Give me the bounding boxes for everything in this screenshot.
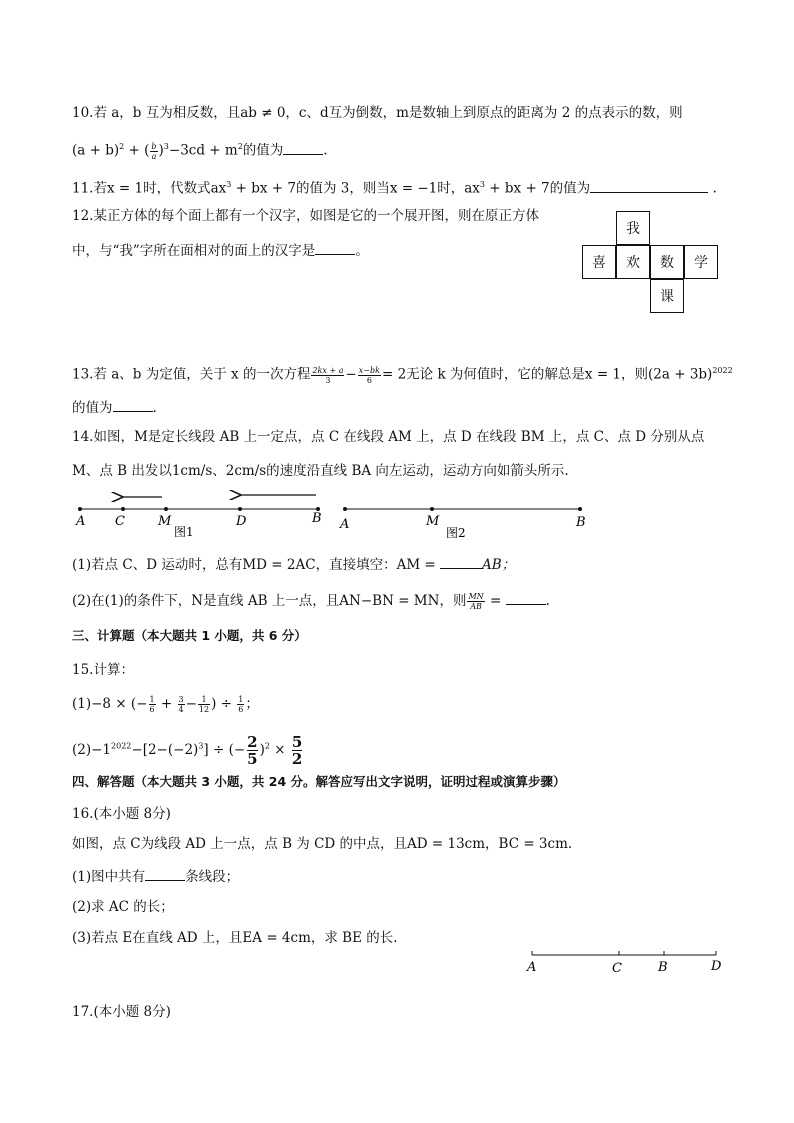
q10-tail: 的值为 — [242, 142, 284, 159]
q16-sub1: (1)图中共有 条线段； — [72, 866, 239, 887]
fig2-label-m: M — [426, 514, 440, 529]
section4-title: 四、解答题（本大题共 3 小题，共 24 分。解答应写出文字说明，证明过程或演算步骤） — [72, 774, 566, 789]
q16-line1: 如图，点 C为线段 AD 上一点，点 B 为 CD 的中点，且AD = 13cm，BC = 3cm. — [72, 836, 573, 852]
fig2-label-b: B — [576, 515, 586, 530]
q16-head: 16.(本小题 8分) — [72, 806, 171, 822]
section3-title: 三、计算题（本大题共 1 小题，共 6 分） — [72, 628, 307, 643]
q14-sub1-blank[interactable] — [440, 554, 482, 569]
q10-answer-blank[interactable] — [283, 140, 323, 155]
q16-label-a: A — [527, 960, 537, 975]
fig2-point-a — [343, 507, 347, 511]
q10-fraction: $\frac{b}{a}$ — [151, 141, 157, 161]
net-cell-wo: 我 — [616, 211, 650, 245]
q14-line1: 14.如图，M是定长线段 AB 上一定点，点 C 在线段 AM 上，点 D 在线段 BM 上，点 C、点 D 分别从点 — [72, 429, 705, 445]
q13-answer-blank[interactable] — [113, 397, 153, 412]
q15-head: 15.计算： — [72, 662, 134, 678]
fig2-caption: 图2 — [446, 526, 466, 540]
fig1-point-c — [121, 507, 125, 511]
q12-answer-blank[interactable] — [315, 240, 355, 255]
q16-label-b: B — [658, 960, 668, 975]
q14-sub2-fraction: $\frac{MN}{AB}$ — [468, 592, 484, 611]
q15-sub2: $(2)-1^{2022}-[2-(-2)^3]$ ÷ (− $\frac{2}{5}$ )$^2$ × $\frac{5}{2}$ — [72, 733, 303, 768]
q14-sub2-blank[interactable] — [506, 590, 546, 605]
q13-line2: 的值为 . — [72, 397, 157, 418]
net-cell-xi: 喜 — [582, 245, 616, 279]
q13-frac2: $\frac{x-bk}{6}$ — [358, 365, 380, 385]
q13-frac1: $\frac{2kx + a}{3}$ — [312, 365, 344, 385]
fig1-label-m: M — [158, 514, 172, 529]
fig1-label-d: D — [236, 514, 247, 529]
q11-line: 11.若x = 1时，代数式$ax^3$ + bx + 7的值为 3，则当x = −1时，$ax^3$ + bx + 7的值为 . — [72, 175, 717, 199]
fig2-point-m — [430, 507, 434, 511]
q14-figures — [0, 485, 794, 545]
q16-sub3: (3)若点 E在直线 AD 上，且EA = 4cm，求 BE 的长. — [72, 930, 398, 946]
q12-line2: 中，与“我”字所在面相对的面上的汉字是 。 — [72, 240, 369, 261]
q16-figure — [520, 945, 760, 979]
net-cell-xue: 学 — [684, 245, 718, 279]
fig1-caption: 图1 — [174, 525, 194, 539]
fig1-label-c: C — [115, 514, 125, 529]
fig2-point-b — [578, 507, 582, 511]
q13-line1: 13.若 a、b 为定值，关于 x 的一次方程 $\frac{2kx + a}{3}$ − $\frac{x-bk}{6}$ = 2无论 k 为何值时，它的解总是x = 1，则$(2a + 3b)^{2022}$ — [72, 365, 733, 385]
fig1-point-d — [238, 507, 242, 511]
q16-sub1-blank[interactable] — [145, 866, 185, 881]
q14-line2: M、点 B 出发以1cm/s、2cm/s的速度沿直线 BA 向左运动，运动方向如箭头所示. — [72, 463, 569, 479]
q16-sub2: (2)求 AC 的长； — [72, 899, 174, 915]
q16-label-c: C — [612, 961, 622, 976]
fig1-point-m — [164, 507, 168, 511]
net-cell-ke: 课 — [650, 279, 684, 313]
fig1-label-b: B — [312, 511, 322, 526]
fig1-point-a — [78, 507, 82, 511]
q17-head: 17.(本小题 8分) — [72, 1004, 171, 1020]
q10-expr-a: (a + b) — [72, 142, 120, 159]
fig2-label-a: A — [340, 517, 350, 532]
q11-answer-blank[interactable] — [590, 178, 708, 193]
q10-line2: $(a + b)^2$ + ( $\frac{b}{a}$ )$^3-3cd + m^2$的值为 . — [72, 141, 328, 161]
q14-sub1: (1)若点 C、D 运动时，总有MD = 2AC，直接填空：AM = AB； — [72, 554, 515, 575]
q12-line1: 12.某正方体的每个面上都有一个汉字，如图是它的一个展开图，则在原正方体 — [72, 208, 539, 224]
q14-sub2: (2)在(1)的条件下，N是直线 AB 上一点，且AN−BN = MN，则 $\frac{MN}{AB}$ = . — [72, 592, 550, 611]
fig1-label-a: A — [76, 514, 86, 529]
q10-line1: 10.若 a，b 互为相反数，且ab ≠ 0，c、d互为倒数，m是数轴上到原点的距离为 2 的点表示的数，则 — [72, 105, 683, 121]
net-cell-huan: 欢 — [616, 245, 650, 279]
net-cell-shu: 数 — [650, 245, 684, 279]
q15-sub1: (1)−8 × (− $\frac{1}{6}$ + $\frac{3}{4}$ − $\frac{1}{12}$ ) ÷ $\frac{1}{6}$ ； — [72, 695, 259, 714]
q10-expr-b: −3cd + m — [168, 142, 238, 159]
q16-label-d: D — [711, 959, 722, 974]
